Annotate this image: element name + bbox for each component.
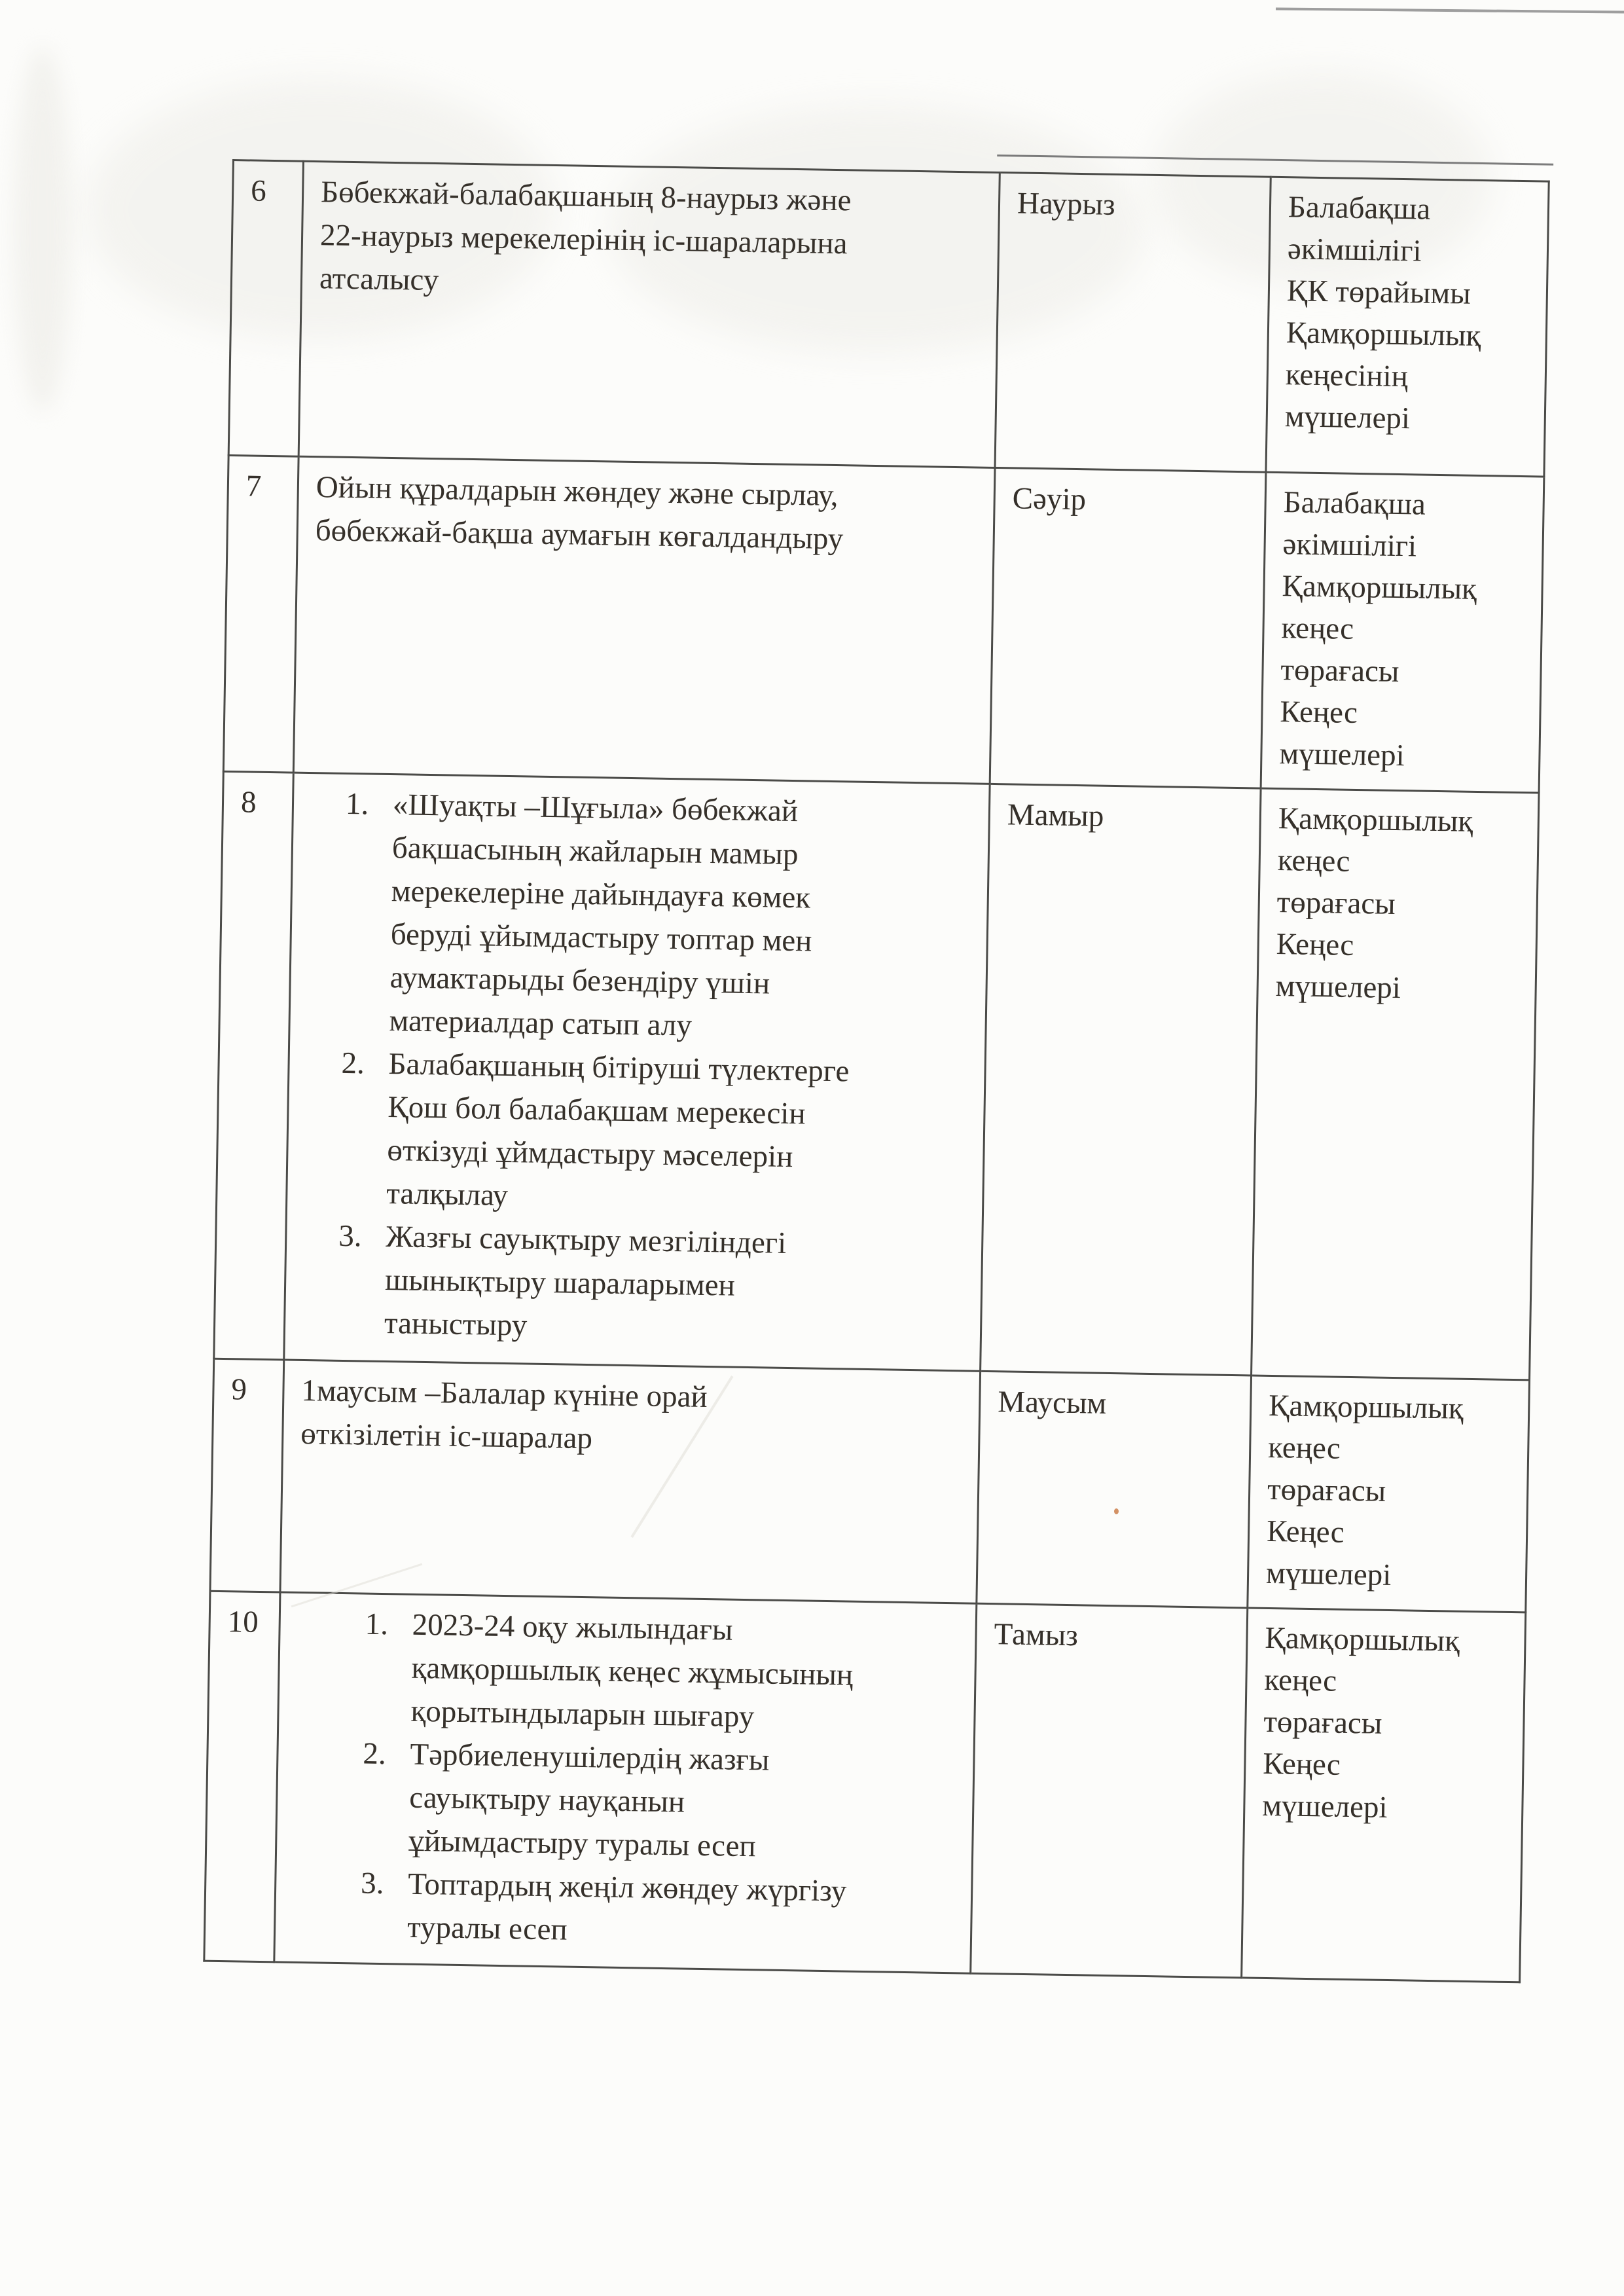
activity-list-item	[337, 1214, 970, 1355]
list-item-text: Жазғы сауықтыру мезгіліндегі шынықтыру шараларымен таныстыру	[384, 1220, 787, 1343]
activity-list-item	[342, 782, 977, 1052]
list-item-text: «Шуақты –Шұғыла» бөбекжай бақшасының жайларын мамыр мерекелеріне дайындауға көмек беруді ұйымдастыру топтар мен аумактарыды безендіру үшін материалдар сатып алу	[389, 788, 812, 1043]
activity-cell	[280, 1360, 981, 1603]
activity-text: Ойын құралдарын жөндеу және сырлау, бөбекжай-бақша аумағын көгалдандыру	[315, 470, 844, 556]
month-cell: Мамыр	[981, 784, 1261, 1376]
row-number-cell: 8	[214, 771, 294, 1360]
activity-cell	[284, 773, 990, 1371]
plan-table-body	[204, 160, 1549, 1982]
month-cell: Сәуір	[990, 467, 1266, 788]
activity-cell	[274, 1592, 977, 1973]
list-item-number: 2.	[341, 1046, 365, 1081]
activity-list-item	[360, 1862, 960, 1958]
list-item-number: 1.	[345, 786, 369, 822]
responsible-cell: Қамқоршылық кеңес төрағасы Кеңес мүшелері	[1252, 788, 1540, 1380]
month-cell: Тамыз	[971, 1603, 1248, 1978]
activity-cell	[293, 456, 995, 784]
responsible-cell: Балабақша әкімшілігі Қамқоршылық кеңес төрағасы Кеңес мүшелері	[1261, 472, 1544, 793]
responsible-cell: Балабақша әкімшілігі ҚК төрайымы Қамқоршылық кеңесінің мүшелері	[1266, 177, 1549, 477]
table-row	[210, 1358, 1529, 1613]
responsible-cell: Қамқоршылық кеңес төрағасы Кеңес мүшелері	[1242, 1608, 1526, 1982]
list-item-number: 3.	[338, 1218, 362, 1254]
month-cell: Маусым	[977, 1371, 1252, 1608]
list-item-number: 1.	[365, 1607, 389, 1642]
list-item-text: 2023-24 оқу жылындағы қамқоршылық кеңес жұмысының қорытындыларын шығару	[410, 1607, 854, 1734]
activity-list-item	[363, 1603, 964, 1742]
activity-list-item	[361, 1732, 962, 1872]
list-item-text: Балабақшаның бітіруші түлектерге Қош бол балабақшам мерекесін өткізуді ұймдастыру мәселерін талқылау	[386, 1047, 850, 1213]
row-number-cell: 7	[223, 455, 298, 773]
page-edge-shadow	[13, 46, 72, 412]
row-number-cell: 6	[228, 160, 303, 457]
activity-text: 1маусым –Балалар күніне орай өткізілетін іс-шаралар	[300, 1373, 708, 1456]
ink-speck-artifact	[1114, 1508, 1119, 1514]
list-item-number: 3.	[360, 1866, 384, 1901]
table-row	[228, 160, 1549, 477]
row-number-cell: 9	[210, 1358, 284, 1592]
table-wrap	[203, 159, 1547, 1983]
activity-plan-table	[203, 159, 1549, 1983]
list-item-text: Тәрбиеленушілердің жазғы сауықтыру науқанын ұйымдастыру туралы есеп	[408, 1737, 770, 1864]
list-item-text: Топтардың жеңіл жөндеу жүргізу туралы есеп	[406, 1867, 847, 1947]
responsible-cell: Қамқоршылық кеңес төрағасы Кеңес мүшелері	[1248, 1376, 1530, 1613]
activity-list-item	[339, 1042, 973, 1225]
month-cell: Наурыз	[995, 173, 1271, 473]
activity-cell	[298, 161, 1000, 467]
row-number-cell: 10	[204, 1591, 280, 1962]
table-row	[214, 771, 1539, 1380]
activity-text: Бөбекжай-балабақшаның 8-наурыз және 22-наурыз мерекелерінің іс-шараларына атсалысу	[319, 175, 852, 298]
table-row	[204, 1591, 1526, 1982]
scanner-edge-line	[1276, 7, 1624, 13]
table-row	[223, 455, 1544, 793]
list-item-number: 2.	[363, 1736, 387, 1772]
activity-list	[302, 782, 977, 1354]
activity-list	[293, 1601, 964, 1958]
